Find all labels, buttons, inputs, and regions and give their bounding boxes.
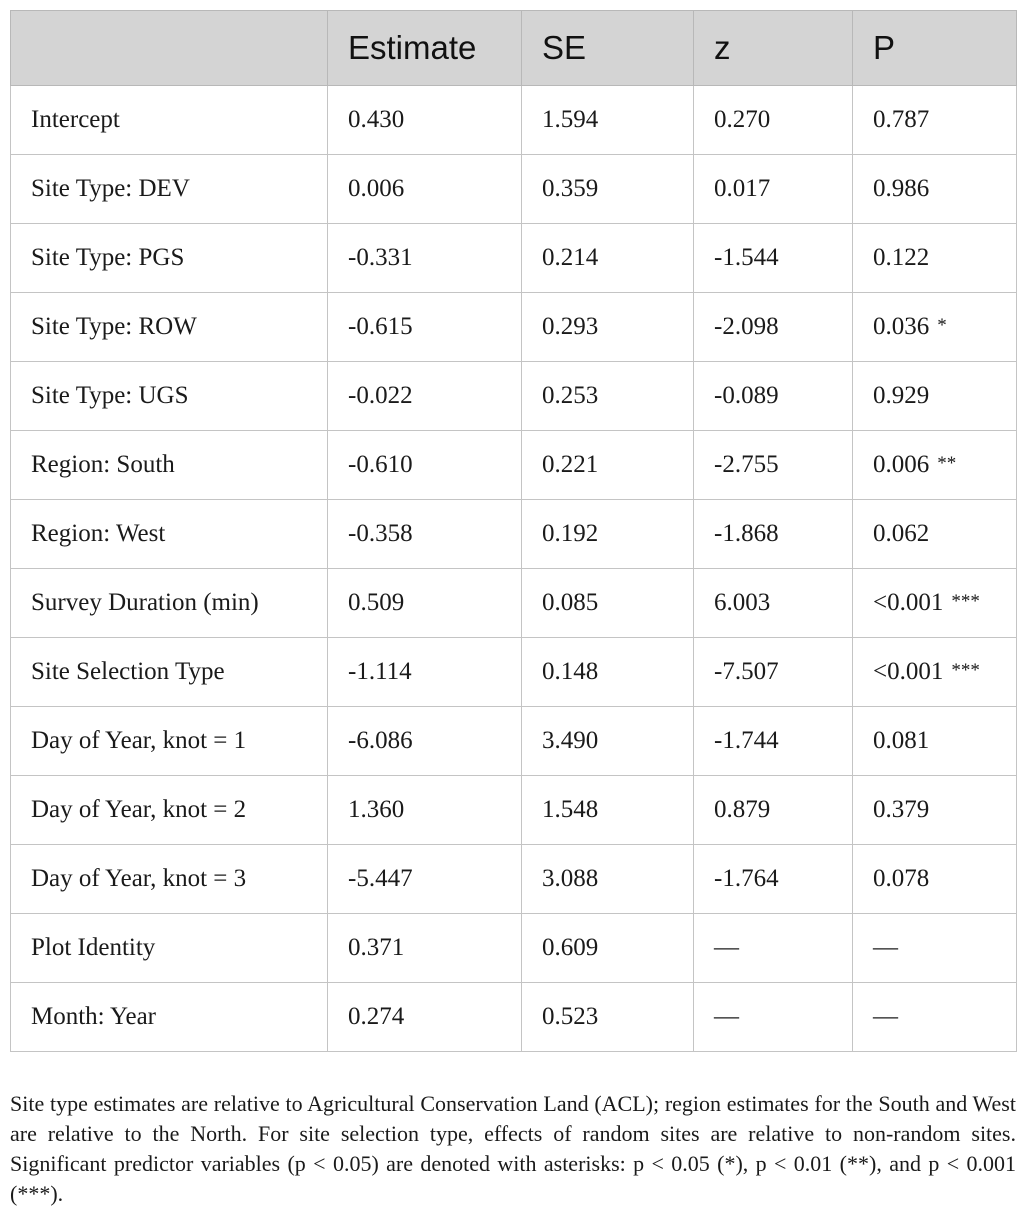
significance-marker: ***	[951, 660, 980, 681]
p-cell	[853, 86, 1017, 155]
row-label-cell-text: Site Selection Type	[31, 658, 225, 685]
p-cell	[853, 776, 1017, 845]
se-cell	[522, 293, 694, 362]
z-cell	[694, 500, 853, 569]
table-row	[11, 500, 1017, 569]
estimate-cell	[328, 86, 522, 155]
z-cell-text: 0.017	[714, 175, 771, 202]
se-cell	[522, 707, 694, 776]
estimate-cell	[328, 914, 522, 983]
estimate-cell-text: 0.430	[348, 106, 405, 133]
se-cell	[522, 362, 694, 431]
p-cell-text: 0.062	[873, 520, 930, 547]
table-row	[11, 431, 1017, 500]
estimate-cell-text: -5.447	[348, 865, 413, 892]
z-cell-text: -1.764	[714, 865, 779, 892]
estimate-cell	[328, 431, 522, 500]
se-cell	[522, 983, 694, 1052]
z-cell-text: -0.089	[714, 382, 779, 409]
row-label-cell	[11, 500, 328, 569]
estimate-cell-text: -0.331	[348, 244, 413, 271]
p-cell-text: —	[873, 934, 898, 961]
row-label-cell	[11, 776, 328, 845]
estimate-cell	[328, 845, 522, 914]
z-cell	[694, 569, 853, 638]
row-label-cell-text: Region: South	[31, 451, 175, 478]
se-cell-text: 0.253	[542, 382, 599, 409]
se-cell-text: 0.609	[542, 934, 599, 961]
p-cell-text: 0.986	[873, 175, 930, 202]
p-cell	[853, 845, 1017, 914]
se-cell	[522, 500, 694, 569]
table-header-row	[11, 11, 1017, 86]
se-cell-text: 0.523	[542, 1003, 599, 1030]
z-cell-text: -1.868	[714, 520, 779, 547]
p-cell-text: 0.122	[873, 244, 930, 271]
row-label-cell	[11, 155, 328, 224]
estimate-cell-text: 0.006	[348, 175, 405, 202]
z-cell	[694, 224, 853, 293]
p-cell-text: 0.006	[873, 451, 930, 478]
p-cell	[853, 362, 1017, 431]
z-cell-text: -7.507	[714, 658, 779, 685]
se-cell-text: 0.221	[542, 451, 599, 478]
p-cell	[853, 500, 1017, 569]
row-label-cell	[11, 914, 328, 983]
p-cell	[853, 431, 1017, 500]
p-cell	[853, 638, 1017, 707]
header-cell-z: z	[694, 11, 853, 86]
z-cell	[694, 431, 853, 500]
estimate-cell-text: -6.086	[348, 727, 413, 754]
results-table	[10, 10, 1017, 1052]
estimate-cell-text: 0.509	[348, 589, 405, 616]
z-cell	[694, 362, 853, 431]
row-label-cell	[11, 224, 328, 293]
p-cell-text: 0.787	[873, 106, 930, 133]
row-label-cell	[11, 983, 328, 1052]
significance-marker: ***	[951, 591, 980, 612]
row-label-cell	[11, 569, 328, 638]
se-cell-text: 0.214	[542, 244, 599, 271]
table-row	[11, 707, 1017, 776]
row-label-cell	[11, 362, 328, 431]
estimate-cell-text: -0.615	[348, 313, 413, 340]
row-label-cell	[11, 293, 328, 362]
z-cell	[694, 776, 853, 845]
z-cell-text: -1.544	[714, 244, 779, 271]
significance-marker: **	[937, 453, 957, 474]
z-cell	[694, 86, 853, 155]
table-row	[11, 569, 1017, 638]
estimate-cell	[328, 155, 522, 224]
results-table-container	[10, 10, 1016, 1052]
p-cell-text: 0.379	[873, 796, 930, 823]
se-cell-text: 0.148	[542, 658, 599, 685]
row-label-cell-text: Day of Year, knot = 2	[31, 796, 247, 823]
se-cell	[522, 776, 694, 845]
table-row	[11, 86, 1017, 155]
z-cell-text: -2.098	[714, 313, 779, 340]
estimate-cell	[328, 569, 522, 638]
se-cell-text: 3.088	[542, 865, 599, 892]
p-cell	[853, 293, 1017, 362]
z-cell	[694, 707, 853, 776]
p-cell-text: <0.001	[873, 589, 944, 616]
z-cell-text: -2.755	[714, 451, 779, 478]
row-label-cell-text: Site Type: PGS	[31, 244, 185, 271]
z-cell-text: 0.879	[714, 796, 771, 823]
p-cell	[853, 983, 1017, 1052]
estimate-cell	[328, 707, 522, 776]
z-cell	[694, 638, 853, 707]
z-cell-text: —	[714, 1003, 739, 1030]
estimate-cell-text: -0.358	[348, 520, 413, 547]
estimate-cell-text: 0.274	[348, 1003, 405, 1030]
z-cell	[694, 983, 853, 1052]
z-cell-text: 0.270	[714, 106, 771, 133]
se-cell	[522, 86, 694, 155]
z-cell	[694, 155, 853, 224]
se-cell-text: 0.359	[542, 175, 599, 202]
table-footnote: Site type estimates are relative to Agricultural Conservation Land (ACL); region estimates for the South and West are relative to the North. For site selection type, effects of random sites are relative to non-random sites. Significant predictor variables (p < 0.05) are denoted with asterisks: p < 0.05 (*), p < 0.01 (**), and p < 0.001 (***).	[10, 1091, 1016, 1206]
table-row	[11, 293, 1017, 362]
p-cell	[853, 914, 1017, 983]
estimate-cell	[328, 983, 522, 1052]
estimate-cell-text: -1.114	[348, 658, 412, 685]
se-cell	[522, 569, 694, 638]
row-label-cell-text: Month: Year	[31, 1003, 157, 1030]
estimate-cell-text: 0.371	[348, 934, 405, 961]
p-cell-text: —	[873, 1003, 898, 1030]
se-cell	[522, 155, 694, 224]
se-cell-text: 0.293	[542, 313, 599, 340]
p-cell-text: 0.036	[873, 313, 930, 340]
row-label-cell-text: Survey Duration (min)	[31, 589, 259, 616]
se-cell-text: 1.548	[542, 796, 599, 823]
table-row	[11, 776, 1017, 845]
row-label-cell-text: Site Type: ROW	[31, 313, 197, 340]
se-cell-text: 0.192	[542, 520, 599, 547]
row-label-cell-text: Day of Year, knot = 3	[31, 865, 247, 892]
estimate-cell	[328, 362, 522, 431]
se-cell	[522, 224, 694, 293]
row-label-cell	[11, 86, 328, 155]
estimate-cell	[328, 500, 522, 569]
p-cell	[853, 155, 1017, 224]
p-cell	[853, 707, 1017, 776]
row-label-cell	[11, 707, 328, 776]
table-row	[11, 362, 1017, 431]
table-row	[11, 224, 1017, 293]
z-cell	[694, 845, 853, 914]
estimate-cell	[328, 224, 522, 293]
table-row	[11, 638, 1017, 707]
se-cell	[522, 914, 694, 983]
table-body	[11, 86, 1017, 1052]
p-cell	[853, 224, 1017, 293]
row-label-cell-text: Intercept	[31, 106, 120, 133]
header-cell-se: SE	[522, 11, 694, 86]
row-label-cell-text: Day of Year, knot = 1	[31, 727, 247, 754]
se-cell-text: 3.490	[542, 727, 599, 754]
p-cell-text: 0.078	[873, 865, 930, 892]
estimate-cell	[328, 638, 522, 707]
row-label-cell	[11, 431, 328, 500]
row-label-cell-text: Plot Identity	[31, 934, 156, 961]
significance-marker: *	[937, 315, 947, 336]
estimate-cell-text: -0.022	[348, 382, 413, 409]
z-cell-text: -1.744	[714, 727, 779, 754]
p-cell-text: 0.081	[873, 727, 930, 754]
row-label-cell-text: Region: West	[31, 520, 166, 547]
row-label-cell-text: Site Type: DEV	[31, 175, 190, 202]
table-row	[11, 845, 1017, 914]
z-cell	[694, 293, 853, 362]
se-cell-text: 1.594	[542, 106, 599, 133]
estimate-cell	[328, 776, 522, 845]
se-cell	[522, 845, 694, 914]
table-row	[11, 914, 1017, 983]
estimate-cell	[328, 293, 522, 362]
header-cell-p: P	[853, 11, 1017, 86]
z-cell-text: —	[714, 934, 739, 961]
z-cell-text: 6.003	[714, 589, 771, 616]
table-row	[11, 983, 1017, 1052]
se-cell	[522, 638, 694, 707]
row-label-cell	[11, 845, 328, 914]
se-cell	[522, 431, 694, 500]
p-cell	[853, 569, 1017, 638]
p-cell-text: 0.929	[873, 382, 930, 409]
header-cell-label	[11, 11, 328, 86]
row-label-cell-text: Site Type: UGS	[31, 382, 189, 409]
row-label-cell	[11, 638, 328, 707]
header-cell-estimate: Estimate	[328, 11, 522, 86]
estimate-cell-text: -0.610	[348, 451, 413, 478]
z-cell	[694, 914, 853, 983]
se-cell-text: 0.085	[542, 589, 599, 616]
p-cell-text: <0.001	[873, 658, 944, 685]
table-row	[11, 155, 1017, 224]
estimate-cell-text: 1.360	[348, 796, 405, 823]
